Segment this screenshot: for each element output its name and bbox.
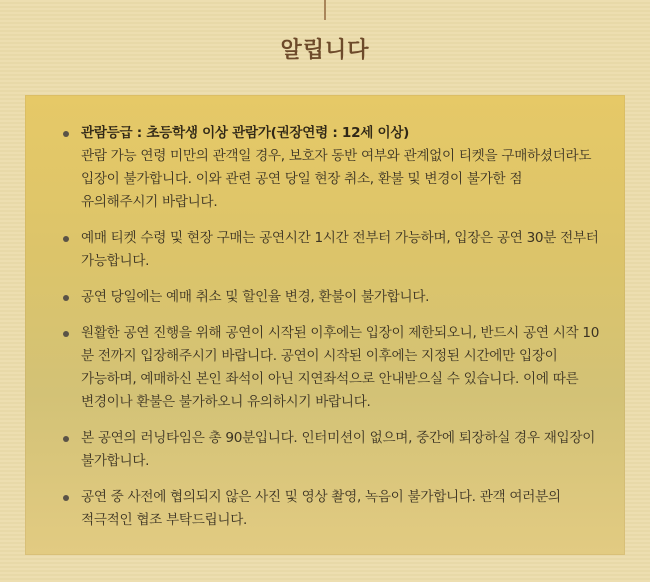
notice-item-ticket-pickup xyxy=(55,227,610,273)
bullet-icon xyxy=(63,495,69,501)
notice-line: 적극적인 협조 부탁드립니다. xyxy=(81,512,248,528)
notice-heading: 관람등급 : 초등학생 이상 관람가(권장연령 : 12세 이상) xyxy=(81,125,410,141)
notice-line: 가능하며, 예매하신 본인 좌석이 아닌 지연좌석으로 안내받으실 수 있습니다. 이에 따른 xyxy=(81,371,579,387)
bullet-icon xyxy=(63,236,69,242)
notice-line: 공연 당일에는 예매 취소 및 할인율 변경, 환불이 불가합니다. xyxy=(81,289,430,305)
top-divider-line xyxy=(324,0,326,20)
notice-panel xyxy=(25,95,625,555)
page-title: 알립니다 xyxy=(280,38,370,63)
notice-line: 관람 가능 연령 미만의 관객일 경우, 보호자 동반 여부와 관계없이 티켓을 구매하셨더라도 xyxy=(81,148,592,164)
notice-line: 예매 티켓 수령 및 현장 구매는 공연시간 1시간 전부터 가능하며, 입장은 공연 30분 전부터 xyxy=(81,230,599,246)
notice-line: 입장이 불가합니다. 이와 관련 공연 당일 현장 취소, 환불 및 변경이 불가한 점 xyxy=(81,171,523,187)
notice-line: 공연 중 사전에 협의되지 않은 사진 및 영상 촬영, 녹음이 불가합니다. 관객 여러분의 xyxy=(81,489,561,505)
bullet-icon xyxy=(63,436,69,442)
notice-line: 가능합니다. xyxy=(81,253,150,269)
bullet-icon xyxy=(63,331,69,337)
notice-item-recording-policy xyxy=(55,486,610,532)
notice-item-same-day-policy xyxy=(55,286,610,309)
notice-item-running-time xyxy=(55,427,610,473)
bullet-icon xyxy=(63,295,69,301)
notice-line: 분 전까지 입장해주시기 바랍니다. 공연이 시작된 이후에는 지정된 시간에만 입장이 xyxy=(81,348,558,364)
notice-line: 본 공연의 러닝타임은 총 90분입니다. 인터미션이 없으며, 중간에 퇴장하실 경우 재입장이 xyxy=(81,430,596,446)
notice-line: 변경이나 환불은 불가하오니 유의하시기 바랍니다. xyxy=(81,394,371,410)
notice-line: 원활한 공연 진행을 위해 공연이 시작된 이후에는 입장이 제한되오니, 반드시 공연 시작 10 xyxy=(81,325,600,341)
notice-item-late-entry xyxy=(55,322,610,414)
notice-line: 불가합니다. xyxy=(81,453,150,469)
notice-list xyxy=(55,122,610,545)
bullet-icon xyxy=(63,131,69,137)
notice-item-age-rating xyxy=(55,122,610,214)
notice-line: 유의해주시기 바랍니다. xyxy=(81,194,218,210)
